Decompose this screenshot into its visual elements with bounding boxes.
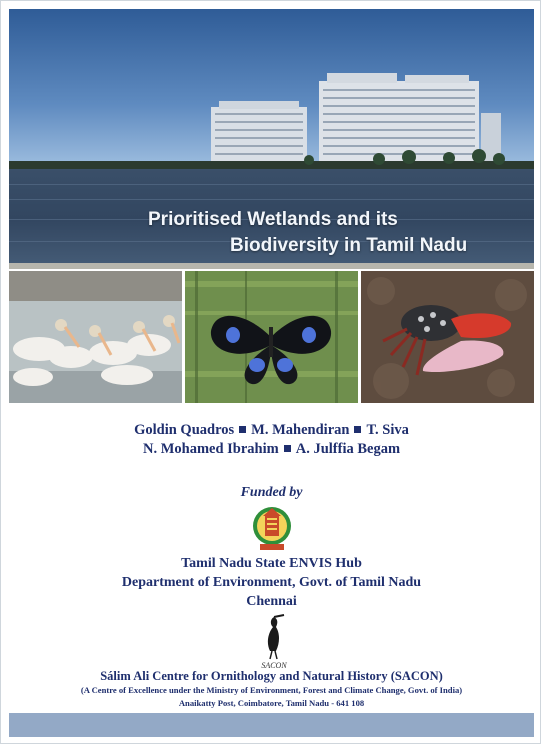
authors-row-2	[1, 440, 541, 459]
hub-line-2: Department of Environment, Govt. of Tamil Nadu	[121, 575, 422, 590]
funding-agency	[1, 554, 541, 611]
bullet-square-icon	[284, 445, 291, 452]
author-name: N. Mohamed Ibrahim	[142, 441, 279, 457]
title-line-2: Biodiversity in Tamil Nadu	[230, 235, 468, 256]
bottom-band	[9, 713, 534, 737]
sacon-bird-logo-icon	[256, 611, 292, 671]
org-note: (A Centre of Excellence under the Ministry of Environment, Forest and Climate Change, Govt. of India)	[80, 685, 463, 695]
author-list	[1, 421, 541, 459]
bullet-square-icon	[354, 426, 361, 433]
author-name: M. Mahendiran	[251, 422, 350, 438]
authors-row-1	[1, 421, 541, 440]
funded-by-label: Funded by	[240, 485, 303, 500]
title-line-1: Prioritised Wetlands and its	[148, 209, 398, 230]
publisher	[1, 668, 541, 710]
author-name: A. Julffia Begam	[295, 441, 401, 457]
author-name: T. Siva	[366, 422, 409, 438]
bullet-square-icon	[239, 426, 246, 433]
author-name: Goldin Quadros	[134, 422, 235, 438]
fiddler-crab-photo	[361, 271, 534, 403]
hub-line-1: Tamil Nadu State ENVIS Hub	[181, 556, 362, 571]
org-name: Sálim Ali Centre for Ornithology and Natural History (SACON)	[100, 669, 443, 683]
butterfly-photo	[185, 271, 358, 403]
tamil-nadu-emblem-icon	[251, 504, 293, 552]
org-address: Anaikatty Post, Coimbatore, Tamil Nadu - 641 108	[178, 698, 365, 708]
hub-line-3: Chennai	[246, 594, 297, 609]
book-title	[9, 206, 534, 266]
sacon-logo-text: SACON	[261, 661, 287, 670]
pelicans-photo	[9, 271, 182, 403]
